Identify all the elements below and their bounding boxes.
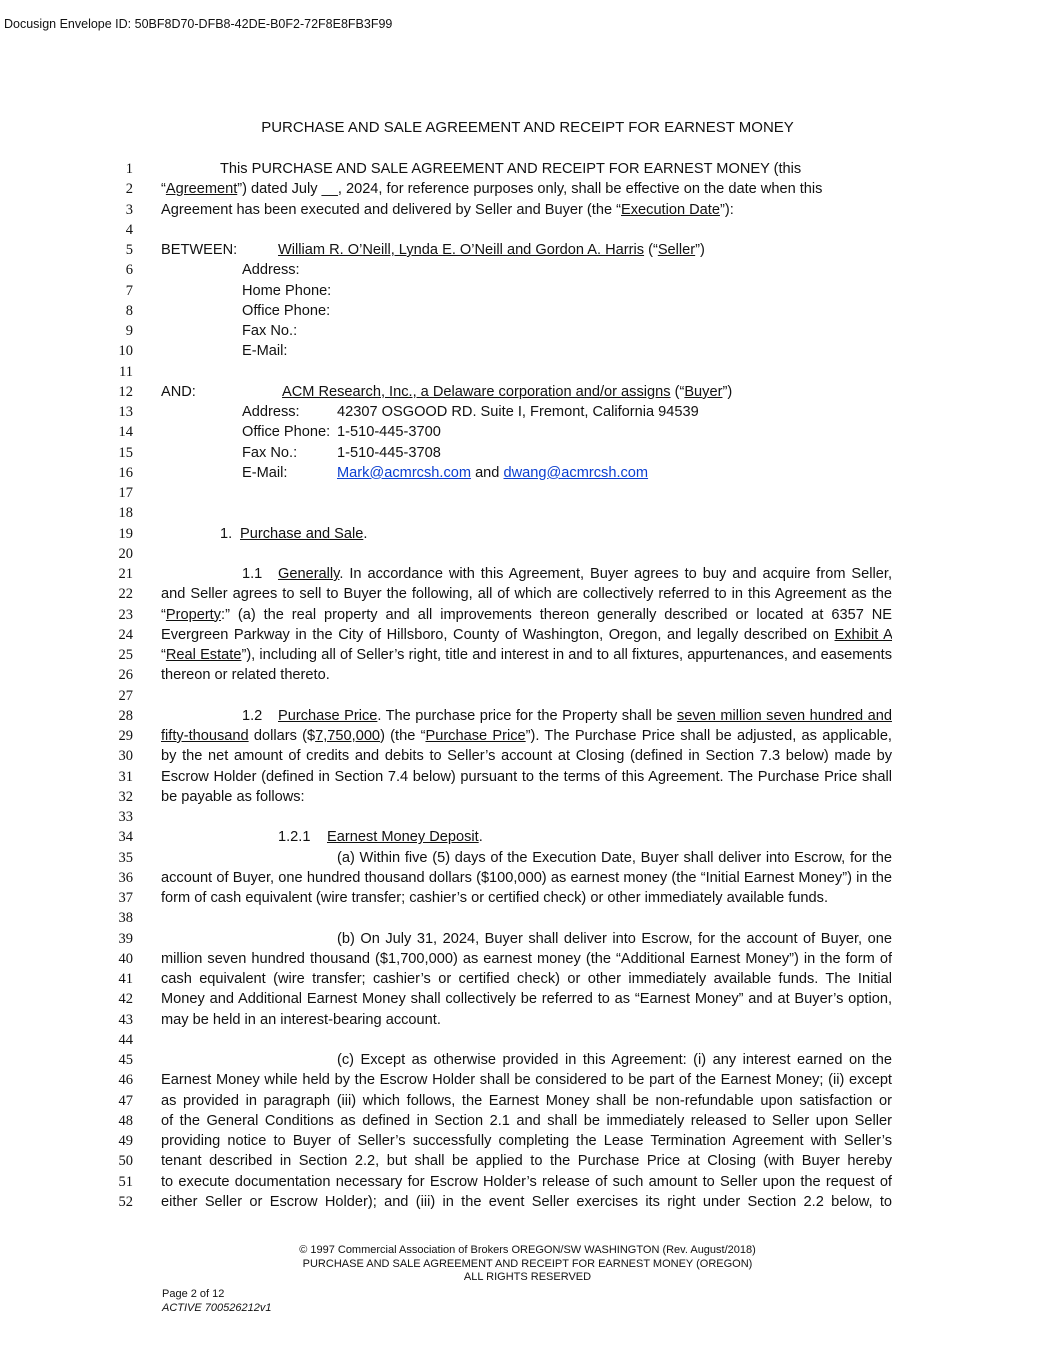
seller-label: BETWEEN:: [161, 242, 238, 258]
line: [0, 240, 1055, 260]
paragraph-line: Money and Additional Earnest Money shall collectively be referred to as “Earnest Money” and at Buyer’s option,: [161, 991, 892, 1008]
line: [0, 220, 1055, 240]
exhibit-reference: Exhibit A: [834, 626, 892, 643]
heading: Generally: [278, 566, 340, 582]
line-number: 1: [125, 161, 133, 177]
line-number: 2: [125, 181, 133, 198]
line-number: 22: [118, 586, 133, 603]
line: [0, 848, 1055, 868]
paragraph-line: Escrow Holder (defined in Section 7.4 below) pursuant to the terms of this Agreement. The Purchase Price shall: [161, 768, 892, 785]
line: [0, 726, 1055, 746]
paragraph-line: [278, 706, 892, 726]
text: “: [161, 606, 166, 623]
line: [0, 827, 1055, 847]
line: [0, 341, 1055, 361]
line: [0, 706, 1055, 726]
footer: [0, 1244, 1055, 1285]
line: [0, 422, 1055, 442]
line: [0, 888, 1055, 908]
section-1-heading: [240, 524, 971, 544]
line-number: 50: [118, 1153, 133, 1170]
line-number: 20: [118, 545, 133, 562]
paragraph-line: tenant described in Section 2.2, but shall be applied to the Purchase Price at Closing (with Buyer hereby: [161, 1153, 892, 1170]
paragraph-line: (b) On July 31, 2024, Buyer shall deliver into Escrow, for the account of Buyer, one: [337, 930, 892, 947]
price-words: seven million seven hundred and: [676, 707, 892, 724]
text: Evergreen Parkway in the City of Hillsboro, County of Washington, Oregon, and legally described on: [161, 626, 835, 643]
buyer-office-phone: 1-510-445-3700: [337, 424, 441, 441]
seller-email-label: E-Mail:: [242, 343, 288, 360]
line: [0, 544, 1055, 564]
text: (“: [670, 383, 685, 400]
line-number: 48: [118, 1112, 133, 1129]
line-number: 30: [118, 748, 133, 765]
line-number: 33: [118, 809, 133, 825]
line: [0, 463, 1055, 483]
line-number: 35: [118, 849, 133, 866]
buyer-fax: 1-510-445-3708: [337, 444, 441, 461]
text: dollars ($: [248, 728, 316, 744]
line: [0, 564, 1055, 584]
line-number: 49: [118, 1133, 133, 1149]
line: [0, 1070, 1055, 1090]
line: [0, 1030, 1055, 1050]
text: “: [161, 181, 166, 198]
section-1-1-number: 1.1: [242, 566, 263, 582]
text: Agreement has been executed and delivered by Seller and Buyer (the “: [161, 201, 621, 218]
text: and: [471, 464, 504, 481]
line: [0, 179, 1055, 199]
line: [0, 260, 1055, 280]
document-title: PURCHASE AND SALE AGREEMENT AND RECEIPT FOR EARNEST MONEY: [261, 119, 794, 136]
page-info: [162, 1288, 271, 1315]
buyer-fax-label: Fax No.:: [242, 444, 298, 461]
line: [0, 200, 1055, 220]
line-number: 34: [118, 829, 133, 846]
price-words: fifty-thousand: [161, 728, 249, 744]
seller-party: [278, 240, 1009, 260]
line: [0, 1050, 1055, 1070]
line: [0, 1151, 1055, 1171]
line: [0, 767, 1055, 787]
line: [0, 787, 1055, 807]
line: [0, 969, 1055, 989]
email-link-dwang[interactable]: dwang@acmrcsh.com: [503, 464, 649, 481]
text: .: [478, 829, 483, 846]
line: [0, 1111, 1055, 1131]
line: [0, 908, 1055, 928]
paragraph-line: million seven hundred thousand ($1,700,000) as earnest money (the “Additional Earnest Money”) in the form of: [161, 950, 892, 967]
line: [0, 382, 1055, 402]
line: [0, 625, 1055, 645]
document-id: [162, 1302, 271, 1316]
paragraph-line: (a) Within five (5) days of the Execution Date, Buyer shall deliver into Escrow, for the: [337, 849, 892, 866]
line: [0, 1010, 1055, 1030]
price-number: 7,750,000: [315, 728, 381, 744]
defined-term: Buyer: [684, 383, 723, 400]
seller-home-phone-label: Home Phone:: [242, 282, 332, 299]
line-number: 13: [118, 404, 133, 420]
defined-term: Property: [165, 606, 222, 623]
paragraph-line: account of Buyer, one hundred thousand dollars ($100,000) as earnest money (the “Initial Earnest Money”) in the: [161, 869, 892, 886]
line-number: 4: [125, 221, 133, 238]
paragraph-line: [278, 564, 892, 584]
line-number: 39: [118, 930, 133, 947]
line: [0, 362, 1055, 382]
section-1-2-1-number: 1.2.1: [278, 829, 311, 846]
line-number: 42: [118, 991, 133, 1008]
line-number: 12: [118, 383, 133, 400]
paragraph-line: to execute documentation necessary for Escrow Holder’s release of such amount to Seller upon the request of: [161, 1173, 892, 1190]
paragraph-line: form of cash equivalent (wire transfer; cashier’s or certified check) or other immediately available funds.: [161, 890, 829, 906]
line-number: 16: [118, 464, 133, 481]
buyer-name: ACM Research, Inc., a Delaware corporation and/or assigns: [282, 383, 671, 400]
defined-term: Real Estate: [165, 647, 242, 663]
line: [0, 686, 1055, 706]
paragraph-line: [161, 605, 892, 625]
line: [0, 281, 1055, 301]
footer-form-title: PURCHASE AND SALE AGREEMENT AND RECEIPT FOR EARNEST MONEY (OREGON): [302, 1257, 753, 1270]
line-number: 24: [118, 626, 133, 643]
line-number: 19: [118, 525, 133, 542]
envelope-id: Docusign Envelope ID: 50BF8D70-DFB8-42DE-B0F2-72F8E8FB3F99: [4, 17, 393, 31]
intro-line: This PURCHASE AND SALE AGREEMENT AND RECEIPT FOR EARNEST MONEY (this: [220, 161, 802, 177]
paragraph-line: Earnest Money while held by the Escrow Holder shall be considered to be part of the Earnest Money; (ii) except: [161, 1072, 892, 1089]
buyer-address-label: Address:: [242, 404, 300, 420]
text: ”), including all of Seller’s right, title and interest in and to all fixtures, appurtenances, and easements: [241, 647, 892, 663]
line: [0, 483, 1055, 503]
paragraph-line: thereon or related thereto.: [161, 667, 330, 684]
line-number: 26: [118, 667, 133, 684]
line-number: 17: [118, 485, 133, 501]
line-number: 36: [118, 869, 133, 886]
seller-fax-label: Fax No.:: [242, 323, 298, 339]
defined-term: Purchase Price: [425, 728, 526, 744]
line-number: 32: [118, 788, 133, 805]
paragraph-line: be payable as follows:: [161, 788, 305, 805]
line-number: 7: [125, 282, 133, 299]
line-number: 44: [118, 1031, 133, 1048]
line: [0, 159, 1055, 179]
paragraph-line: cash equivalent (wire transfer; cashier’s or certified check) or other immediately available funds. The Initial: [161, 971, 892, 987]
text: “: [161, 647, 166, 663]
document-id-text: ACTIVE 700526212v1: [162, 1301, 272, 1314]
defined-term: Execution Date: [621, 201, 720, 218]
text: ”). The Purchase Price shall be adjusted, as applicable,: [525, 728, 892, 744]
line-number: 28: [118, 707, 133, 724]
line: [0, 989, 1055, 1009]
seller-address-label: Address:: [242, 262, 300, 279]
line-number: 43: [118, 1011, 133, 1028]
defined-term: Agreement: [165, 181, 238, 198]
line: [0, 746, 1055, 766]
line-number: 11: [119, 363, 133, 380]
line: [0, 301, 1055, 321]
line-number: 21: [118, 566, 133, 582]
buyer-office-label: Office Phone:: [242, 424, 331, 441]
line-number: 23: [118, 606, 133, 623]
paragraph-line: by the net amount of credits and debits to Seller’s account at Closing (defined in Section 7.3 below) made by: [161, 748, 892, 765]
paragraph-line: of the General Conditions as defined in Section 2.1 and shall be immediately released to Seller upon Seller: [161, 1112, 892, 1129]
line-number: 18: [118, 505, 133, 522]
paragraph-line: (c) Except as otherwise provided in this Agreement: (i) any interest earned on the: [337, 1052, 892, 1068]
heading: Purchase Price: [278, 707, 378, 724]
line: [0, 1131, 1055, 1151]
line: [0, 443, 1055, 463]
line-number: 46: [118, 1072, 133, 1089]
line-number: 25: [118, 647, 133, 663]
line: [0, 321, 1055, 341]
paragraph-line: and Seller agrees to sell to Buyer the following, all of which are collectively referred to in this Agreement as the: [161, 586, 892, 603]
page-number: Page 2 of 12: [162, 1288, 225, 1300]
defined-term: Seller: [657, 242, 696, 258]
text: ”): [695, 242, 705, 258]
line-number: 29: [118, 728, 133, 744]
footer-rights: ALL RIGHTS RESERVED: [463, 1271, 592, 1283]
heading: Purchase and Sale: [240, 525, 364, 542]
paragraph-line: [161, 645, 892, 665]
email-link-mark[interactable]: Mark@acmrcsh.com: [337, 464, 472, 481]
paragraph-line: either Seller or Escrow Holder); and (iii) in the event Seller exercises its right under Section 2.2 below, to: [161, 1193, 892, 1210]
text: (“: [644, 242, 658, 258]
line-number: 31: [118, 768, 133, 785]
line-number: 5: [125, 242, 133, 258]
text: .: [363, 525, 368, 542]
footer-copyright: © 1997 Commercial Association of Brokers OREGON/SW WASHINGTON (Rev. August/2018): [299, 1244, 756, 1256]
text: ”):: [719, 201, 734, 218]
line-number: 45: [118, 1052, 133, 1068]
line: [0, 1172, 1055, 1192]
line: [0, 645, 1055, 665]
line-number: 3: [125, 201, 133, 218]
line: [0, 605, 1055, 625]
buyer-email-label: E-Mail:: [242, 464, 288, 481]
line: [0, 1192, 1055, 1212]
line-number: 8: [125, 302, 133, 319]
line-number: 38: [118, 910, 133, 927]
line: [0, 868, 1055, 888]
section-1-2-number: 1.2: [242, 707, 263, 724]
section-1-2-1-heading: [327, 827, 1055, 847]
line-number: 6: [125, 262, 133, 279]
line-number: 14: [118, 424, 133, 441]
line: [0, 1091, 1055, 1111]
section-1-number: 1.: [220, 525, 233, 542]
document-body: [0, 159, 1055, 1212]
paragraph-line: providing notice to Buyer of Seller’s successfully completing the Lease Termination Agreement with Seller’s: [161, 1133, 892, 1149]
line: [0, 665, 1055, 685]
paragraph-line: may be held in an interest-bearing account.: [161, 1011, 441, 1028]
buyer-party: [282, 382, 1013, 402]
line-number: 51: [118, 1173, 133, 1190]
line-number: 40: [118, 950, 133, 967]
line: [0, 949, 1055, 969]
line-number: 27: [118, 687, 133, 704]
text: . In accordance with this Agreement, Buyer agrees to buy and acquire from Seller,: [339, 566, 892, 582]
heading: Earnest Money Deposit: [327, 829, 479, 846]
text: ) (the “: [380, 728, 426, 744]
text: :” (a) the real property and all improvements thereon generally described or located at 6357 NE: [221, 606, 892, 623]
buyer-address: 42307 OSGOOD RD. Suite I, Fremont, California 94539: [337, 404, 699, 420]
paragraph-line: [161, 625, 892, 645]
line-number: 41: [118, 971, 133, 987]
text: ”) dated July __, 2024, for reference purposes only, shall be effective on the date when this: [237, 181, 823, 198]
intro-line: [161, 179, 892, 199]
line-number: 10: [118, 343, 133, 360]
intro-line: [161, 200, 892, 220]
paragraph-line: as provided in paragraph (iii) which follows, the Earnest Money shall be non-refundable upon satisfaction or: [161, 1092, 892, 1109]
text: . The purchase price for the Property shall be: [377, 707, 677, 724]
seller-name: William R. O’Neill, Lynda E. O’Neill and Gordon A. Harris: [278, 242, 645, 258]
buyer-label: AND:: [161, 383, 196, 400]
line: [0, 402, 1055, 422]
line: [0, 929, 1055, 949]
seller-office-phone-label: Office Phone:: [242, 302, 331, 319]
line: [0, 807, 1055, 827]
line-number: 52: [118, 1193, 133, 1210]
line: [0, 584, 1055, 604]
line: [0, 503, 1055, 523]
text: ”): [722, 383, 733, 400]
line-number: 15: [118, 444, 133, 461]
paragraph-line: [161, 726, 892, 746]
line-number: 37: [118, 890, 133, 906]
line: [0, 524, 1055, 544]
line-number: 9: [125, 323, 133, 339]
buyer-emails: [337, 463, 1055, 483]
line-number: 47: [118, 1092, 133, 1109]
